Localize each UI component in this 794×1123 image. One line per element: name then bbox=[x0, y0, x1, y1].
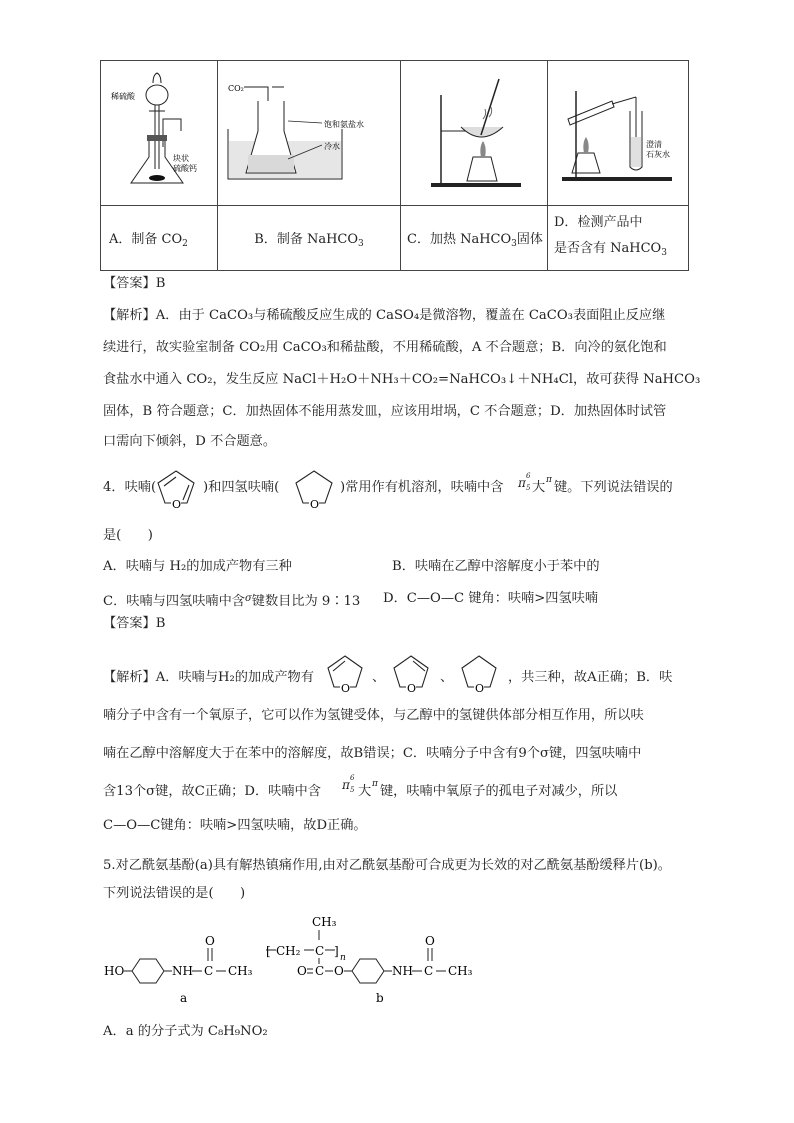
q4-stem-part4: 大 bbox=[532, 480, 546, 495]
option-b-sub: 3 bbox=[358, 238, 364, 249]
pi-symbol-analysis-2: π bbox=[372, 779, 378, 789]
b-ch2-label: CH₂ bbox=[276, 944, 301, 958]
svg-text:澄清: 澄清 bbox=[646, 140, 662, 149]
pi-symbol: π 6 5 bbox=[518, 472, 531, 492]
q4-answer: 【答案】B bbox=[103, 616, 166, 631]
a-ho-label: HO bbox=[104, 964, 125, 978]
thf-o-label: O bbox=[310, 498, 320, 511]
b-o-amide-label: O bbox=[425, 934, 435, 948]
furan-structure bbox=[152, 465, 200, 511]
q4-option-c: C．呋喃与四氢呋喃中含$^\sigma$键数目比为 9∶13 bbox=[103, 593, 361, 609]
a-nh-label: NH bbox=[172, 964, 193, 978]
option-d-cell bbox=[548, 206, 689, 271]
q3-apparatus-table bbox=[100, 60, 689, 271]
b-nh-label: NH bbox=[392, 964, 413, 978]
option-a-sub: 2 bbox=[182, 238, 188, 249]
b-polymer-close-bracket: ] bbox=[334, 944, 339, 958]
q3-answer: 【答案】B bbox=[103, 276, 166, 291]
q4-analysis-line-2: 喃分子中含有一个氧原子，它可以作为氢键受体，与乙醇中的氢键供体部分相互作用，所以呋 bbox=[103, 708, 644, 723]
q4-option-b: B．呋喃在乙醇中溶解度小于苯中的 bbox=[392, 559, 600, 574]
label-a: a bbox=[180, 991, 188, 1005]
option-d-sub: 3 bbox=[661, 248, 667, 258]
q5-stem-line1: 5.对乙酰氨基酚(a)具有解热镇痛作用,由对乙酰氨基酚可合成更为长效的对乙酰氨基酚缓释片(b)。 bbox=[103, 858, 671, 873]
q5-stem-line2: 下列说法错误的是( ) bbox=[103, 886, 246, 901]
b-c-amide-label: C bbox=[424, 964, 434, 978]
svg-text:块状: 块状 bbox=[173, 154, 189, 163]
product-dihydrofuran-1 bbox=[322, 650, 368, 696]
q3-analysis-line-5: 口需向下倾斜，D 不合题意。 bbox=[103, 434, 277, 449]
svg-text:O: O bbox=[407, 682, 417, 695]
q4-analysis-sep-2: 、 bbox=[440, 670, 454, 685]
option-b-cell bbox=[218, 206, 401, 271]
option-c-cell bbox=[401, 206, 548, 271]
svg-text:冷水: 冷水 bbox=[324, 142, 340, 151]
apparatus-a-cell bbox=[101, 61, 218, 206]
svg-text:CO₂: CO₂ bbox=[228, 84, 244, 93]
a-c-label: C bbox=[204, 964, 214, 978]
q5-structures bbox=[100, 912, 500, 1008]
q4-stem-line2: 是( ) bbox=[103, 528, 153, 543]
option-b-text: 制备 NaHCO bbox=[276, 231, 359, 247]
pi-symbol-2: π bbox=[546, 475, 552, 485]
b-ch3-label: CH₃ bbox=[448, 964, 473, 978]
q4-analysis-line-1a: 【解析】A．呋喃与H₂的加成产物有 bbox=[103, 670, 314, 685]
q4-stem-part3: )常用作有机溶剂，呋喃中含 bbox=[340, 480, 504, 495]
b-c-label: C bbox=[315, 944, 325, 958]
option-a-letter: A． bbox=[109, 231, 132, 247]
apparatus-a-figure bbox=[101, 61, 217, 201]
option-b-letter: B． bbox=[254, 231, 277, 247]
q4-analysis-line-5: C—O—C键角：呋喃>四氢呋喃，故D正确。 bbox=[103, 818, 367, 833]
a-ch3-label: CH₃ bbox=[228, 964, 253, 978]
option-d-text-line2: 是否含有 NaHCO bbox=[554, 241, 662, 256]
svg-text:稀硫酸: 稀硫酸 bbox=[111, 92, 135, 101]
svg-text:O: O bbox=[341, 682, 351, 695]
apparatus-d-figure bbox=[548, 61, 688, 201]
b-c-ester-label: C bbox=[315, 964, 325, 978]
q4-analysis-line-4a: 含13个σ键，故C正确；D．呋喃中含 bbox=[103, 784, 321, 799]
q5-option-a: A．a 的分子式为 C₈H₉NO₂ bbox=[103, 1024, 268, 1039]
option-a-cell bbox=[101, 206, 218, 271]
product-tetrahydrofuran bbox=[456, 650, 502, 696]
option-c-sub: 3 bbox=[511, 238, 517, 249]
b-polymer-open-bracket: [ bbox=[266, 944, 271, 958]
product-dihydrofuran-2 bbox=[388, 650, 434, 696]
svg-text:饱和氨盐水: 饱和氨盐水 bbox=[324, 120, 364, 129]
q4-analysis-sep-1: 、 bbox=[372, 670, 386, 685]
svg-text:O: O bbox=[475, 682, 485, 695]
tetrahydrofuran-structure bbox=[290, 465, 338, 511]
q3-analysis-line-3: 食盐水中通入 CO₂，发生反应 NaCl＋H₂O＋NH₃＋CO₂=NaHCO₃↓＋NH₄Cl，故可获得 NaHCO₃ bbox=[103, 372, 701, 387]
apparatus-d-cell bbox=[548, 61, 689, 206]
option-c-text-post: 固体 bbox=[516, 231, 543, 247]
q4-stem-part1: 4．呋喃( bbox=[103, 480, 157, 495]
b-ch3-top-label: CH₃ bbox=[312, 915, 337, 929]
pi-symbol-analysis: π 6 5 bbox=[342, 774, 355, 794]
option-d-letter: D． bbox=[554, 215, 578, 230]
q4-analysis-line-1b: ，共三种，故A正确；B．呋 bbox=[508, 670, 673, 685]
q4-analysis-line-4c: 键，呋喃中氧原子的孤电子对减少，所以 bbox=[380, 784, 618, 799]
svg-text:石灰水: 石灰水 bbox=[646, 150, 670, 159]
a-o-label: O bbox=[205, 934, 215, 948]
furan-o-label: O bbox=[172, 498, 182, 511]
q3-analysis-line-1: 【解析】A．由于 CaCO₃与稀硫酸反应生成的 CaSO₄是微溶物，覆盖在 CaCO₃表面阻止反应继 bbox=[103, 308, 666, 323]
q3-analysis-line-4: 固体，B 符合题意；C．加热固体不能用蒸发皿，应该用坩埚，C 不合题意；D．加热固体时试管 bbox=[103, 404, 667, 419]
q4-stem-part2: )和四氢呋喃( bbox=[203, 480, 280, 495]
option-d-text: 检测产品中 bbox=[577, 215, 643, 230]
q4-analysis-line-4b: 大 bbox=[358, 784, 372, 799]
svg-text:硫酸钙: 硫酸钙 bbox=[173, 164, 197, 173]
option-c-letter: C． bbox=[407, 231, 430, 247]
b-o-ester-label: O bbox=[334, 964, 344, 978]
apparatus-c-cell bbox=[401, 61, 548, 206]
option-a-text: 制备 CO bbox=[131, 231, 183, 247]
q4-option-a: A．呋喃与 H₂的加成产物有三种 bbox=[103, 559, 292, 574]
label-b: b bbox=[376, 991, 384, 1005]
b-o-carbonyl-label: O bbox=[297, 964, 307, 978]
option-c-text: 加热 NaHCO bbox=[429, 231, 512, 247]
apparatus-c-figure bbox=[401, 61, 547, 201]
apparatus-b-figure bbox=[218, 61, 400, 201]
q3-analysis-line-2: 续进行，故实验室制备 CO₂用 CaCO₃和稀盐酸，不用稀硫酸，A 不合题意；B．向冷的氨化饱和 bbox=[103, 340, 667, 355]
q4-option-d: D．C—O—C 键角：呋喃>四氢呋喃 bbox=[383, 591, 599, 606]
q4-analysis-line-3: 喃在乙醇中溶解度大于在苯中的溶解度，故B错误；C．呋喃分子中含有9个σ键，四氢呋喃中 bbox=[103, 746, 642, 761]
q4-stem-part5: 键。下列说法错误的 bbox=[554, 480, 673, 495]
apparatus-b-cell bbox=[218, 61, 401, 206]
b-n-label: n bbox=[340, 953, 346, 963]
